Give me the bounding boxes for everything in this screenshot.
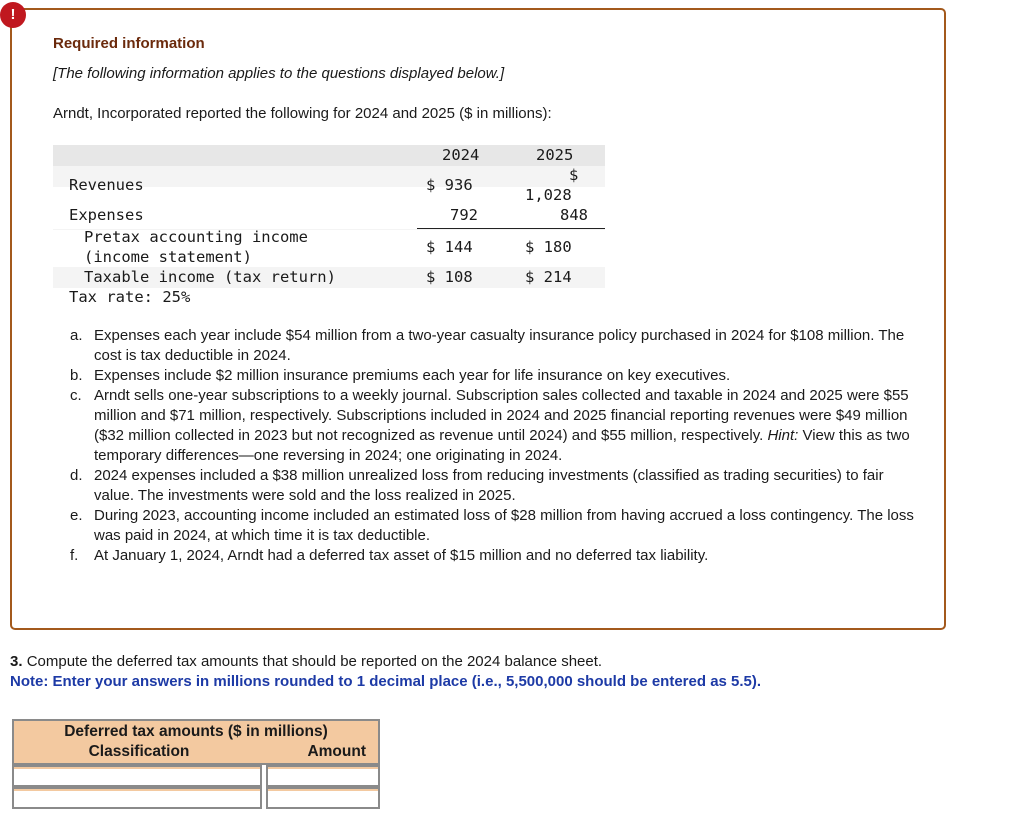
expenses-2025: 848 <box>560 206 588 224</box>
revenues-2025: 1,028 <box>525 186 572 204</box>
table-header-band <box>53 145 605 166</box>
list-item: d. 2024 expenses included a $38 million unrealized loss from reducing investments (classified as trading securities) to fair value. The investments were sold and the loss realized in 2025. <box>70 467 884 504</box>
applies-note: [The following information applies to the questions displayed below.] <box>53 65 505 82</box>
pretax-label-line2: (income statement) <box>84 248 252 266</box>
required-information-title: Required information <box>53 35 205 52</box>
question-text: 3. Compute the deferred tax amounts that should be reported on the 2024 balance sheet. <box>10 653 603 670</box>
alert-icon: ! <box>0 2 26 28</box>
financial-data-table <box>53 145 605 310</box>
notes-list <box>70 326 920 566</box>
tax-rate: Tax rate: 25% <box>69 288 191 306</box>
pretax-label-line1: Pretax accounting income <box>84 228 308 246</box>
question-note: Note: Enter your answers in millions rounded to 1 decimal place (i.e., 5,500,000 should be entered as 5.5). <box>10 673 762 690</box>
list-item: f. At January 1, 2024, Arndt had a deferred tax asset of $15 million and no deferred tax liability. <box>70 547 709 564</box>
pretax-2025: $ 180 <box>525 238 572 256</box>
subtotal-rule <box>417 228 605 229</box>
classification-input-2[interactable] <box>12 787 262 809</box>
amount-header: Amount <box>307 743 366 760</box>
hint-label: Hint: <box>767 427 799 444</box>
answer-table-caption: Deferred tax amounts ($ in millions) <box>12 719 380 741</box>
classification-input-1[interactable] <box>12 765 262 787</box>
deferred-tax-answer-table <box>12 719 380 809</box>
taxable-income-label: Taxable income (tax return) <box>84 268 336 286</box>
list-item: e. During 2023, accounting income included an estimated loss of $28 million from having accrued a loss contingency. The loss was paid in 2024, at which time it is tax deductible. <box>70 507 914 544</box>
answer-table-header <box>12 741 380 765</box>
taxable-2025: $ 214 <box>525 268 572 286</box>
list-item: b. Expenses include $2 million insurance premiums each year for life insurance on key executives. <box>70 367 731 384</box>
table-row <box>12 787 380 809</box>
expenses-label: Expenses <box>69 206 144 224</box>
intro-text: Arndt, Incorporated reported the following for 2024 and 2025 ($ in millions): <box>53 105 552 122</box>
col-header-2025: 2025 <box>536 146 574 164</box>
revenues-2025-currency: $ <box>569 166 579 184</box>
classification-header: Classification <box>88 743 190 760</box>
pretax-2024: $ 144 <box>426 238 473 256</box>
revenues-2024: $ 936 <box>426 176 473 194</box>
amount-input-2[interactable] <box>266 787 380 809</box>
expenses-2024: 792 <box>450 206 478 224</box>
revenues-label: Revenues <box>69 176 144 194</box>
list-item: c. Arndt sells one-year subscriptions to a weekly journal. Subscription sales collected and taxable in 2024 and 2025 were $55 million and $71 million, respectively. Subscriptions included in 2024 and 2025 financial reporting revenues were $49 million ($32 million collected in 2023 but not recognized as revenue until 2024) and $55 million, respectively. Hint: View this as two temporary differences—one reversing in 2024; one originating in 2024. <box>70 387 910 464</box>
amount-input-1[interactable] <box>266 765 380 787</box>
list-item: a. Expenses each year include $54 million from a two-year casualty insurance policy purchased in 2024 for $108 million. The cost is tax deductible in 2024. <box>70 327 905 364</box>
taxable-2024: $ 108 <box>426 268 473 286</box>
col-header-2024: 2024 <box>442 146 480 164</box>
table-row <box>12 765 380 787</box>
